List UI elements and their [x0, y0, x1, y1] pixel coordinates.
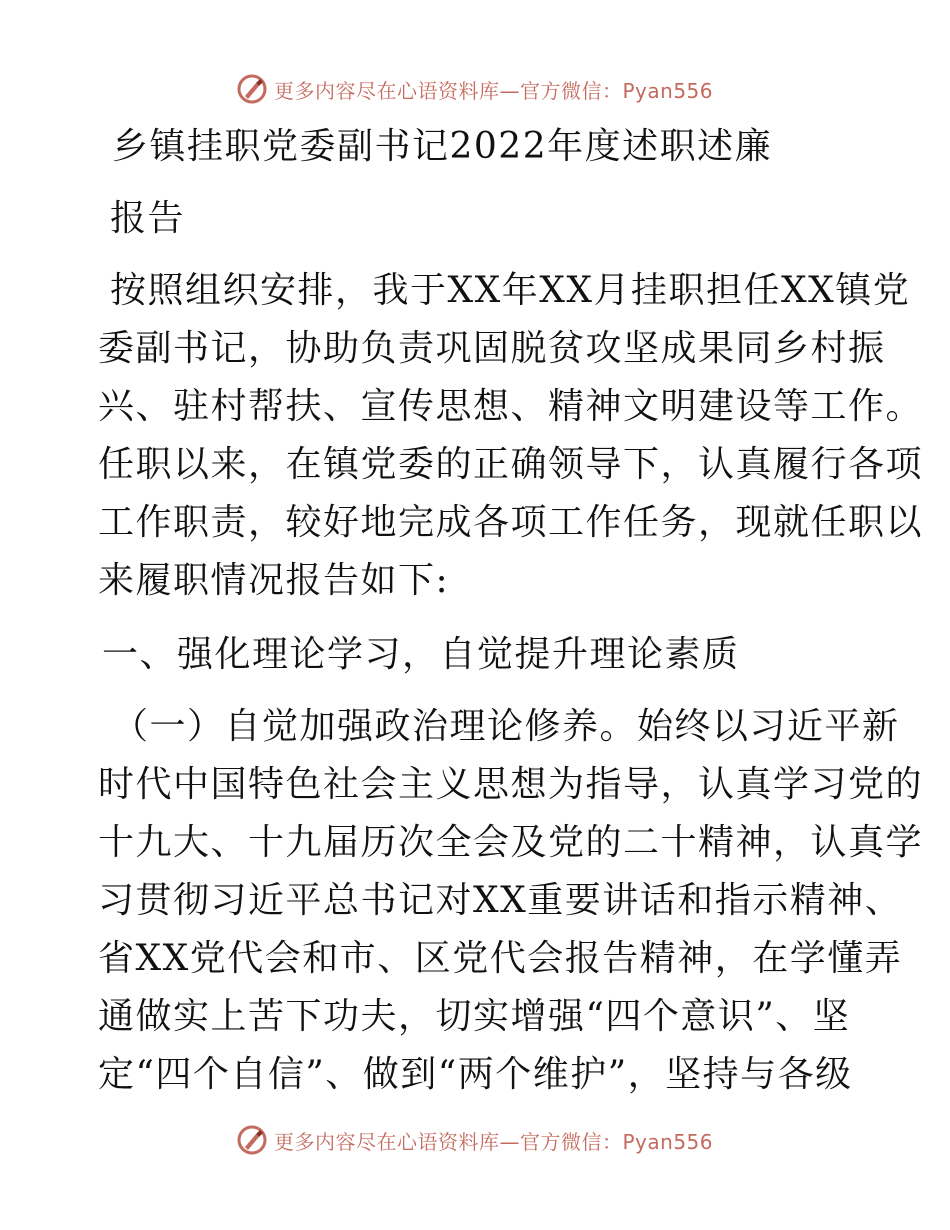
- paragraph-line: 时代中国特色社会主义思想为指导，认真学习党的: [98, 764, 924, 805]
- paragraph-line: 省XX党代会和市、区党代会报告精神，在学懂弄: [98, 938, 903, 979]
- section-heading: 一、强化理论学习，自觉提升理论素质: [102, 634, 740, 675]
- paragraph-line: 任职以来，在镇党委的正确领导下，认真履行各项: [98, 444, 924, 485]
- paragraph-line: 来履职情况报告如下:: [98, 560, 450, 601]
- paragraph-line: 兴、驻村帮扶、宣传思想、精神文明建设等工作。: [98, 386, 924, 427]
- document-title-line1: 乡镇挂职党委副书记2022年度述职述廉: [112, 126, 773, 167]
- paragraph-line: （一）自觉加强政治理论修养。始终以习近平新: [112, 706, 900, 747]
- paragraph-line: 习贯彻习近平总书记对XX重要讲话和指示精神、: [98, 880, 903, 921]
- paragraph-line: 工作职责，较好地完成各项工作任务，现就任职以: [98, 502, 924, 543]
- paragraph-line: 按照组织安排，我于XX年XX月挂职担任XX镇党: [110, 270, 911, 311]
- pen-logo-icon: [236, 73, 268, 105]
- watermark-text: 更多内容尽在心语资料库—官方微信：Pyan556: [274, 78, 714, 103]
- watermark-text: 更多内容尽在心语资料库—官方微信：Pyan556: [274, 1129, 714, 1154]
- paragraph-line: 定“四个自信”、做到“两个维护”，坚持与各级: [98, 1054, 853, 1095]
- watermark-header: [236, 72, 713, 106]
- paragraph-line: 委副书记，协助负责巩固脱贫攻坚成果同乡村振: [98, 328, 886, 369]
- document-title-line2: 报告: [110, 198, 186, 239]
- pen-logo-icon: [236, 1124, 268, 1156]
- paragraph-line: 通做实上苦下功夫，切实增强“四个意识”、坚: [98, 996, 851, 1037]
- document-body: [98, 118, 924, 1104]
- paragraph-line: 十九大、十九届历次全会及党的二十精神，认真学: [98, 822, 924, 863]
- watermark-footer: [236, 1123, 713, 1157]
